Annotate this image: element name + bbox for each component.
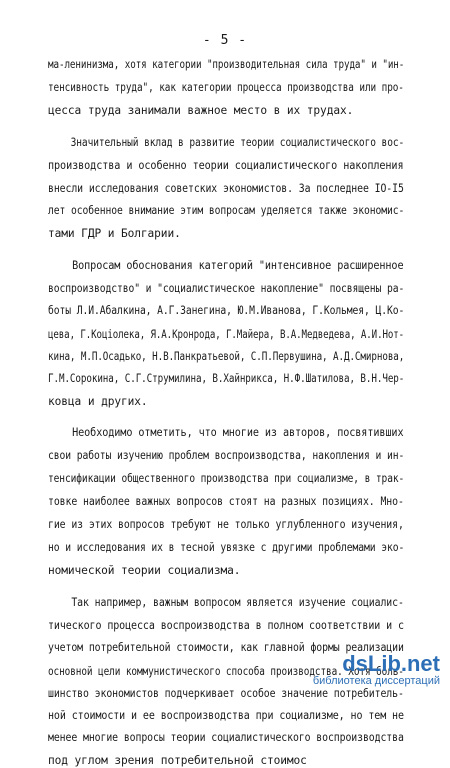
watermark[interactable] (313, 653, 440, 688)
text-line: ковца и других. (48, 395, 148, 408)
text-line: лет особенное внимание этим вопросам уделяется также экономис- (48, 204, 405, 217)
text-line: учетом потребительной стоимости, как главной формы реализации (48, 641, 404, 654)
text-line: цесса труда занимали важное место в их трудах. (48, 104, 354, 117)
text-line: товке наиболее важных вопросов стоят на разных позициях. Мно- (48, 495, 404, 508)
text-line: ной стоимости и ее воспроизводства при социализме, но тем не (48, 709, 404, 722)
text-line: Необходимо отметить, что многие из авторов, посвятивших (48, 426, 404, 439)
text-line: но и исследования их в тесной увязке с другими проблемами эко- (48, 541, 405, 554)
text-line: производства и особенно теории социалистического накопления (48, 159, 404, 172)
text-line: Вопросам обоснования категорий "интенсивное расширенное (48, 259, 404, 272)
watermark-logo: dsLib.net (342, 651, 440, 676)
text-line: тами ГДР и Болгарии. (48, 227, 181, 240)
text-line: тического процесса воспроизводства в полном соответствии и с (48, 619, 404, 632)
text-line: Значительный вклад в развитие теории социалистического вос- (48, 136, 405, 149)
text-line: внесли исследования советских экономистов. За последнее IO-I5 (48, 182, 404, 195)
text-line: тенсивность труда", как категории процесса производства или про- (48, 81, 404, 94)
text-line: кина, М.П.Осадько, Н.В.Панкратьевой, С.П.Первушина, А.Д.Смирнова, (48, 350, 405, 363)
text-line: Так например, важным вопросом является изучение социалис- (48, 596, 404, 609)
text-line: основной цели коммунистического способа производства. Хотя боль- (48, 665, 404, 678)
text-line: менее многие вопросы теории социалистического воспроизводства (48, 731, 404, 744)
text-line: номической теории социализма. (48, 564, 241, 577)
text-line: ма-ленинизма, хотя категории "производительная сила труда" и "ин- (48, 58, 405, 71)
text-line: под углом зрения потребительной стоимос (48, 754, 307, 767)
page-number: - 5 - (202, 33, 248, 48)
text-line: гие из этих вопросов требуют не только углубленного изучения, (48, 518, 404, 531)
text-line: свои работы изучению проблем воспроизводства, накопления и ин- (48, 449, 405, 462)
text-line: тенсификации общественного производства при социализме, в трак- (48, 472, 405, 485)
text-line: Г.М.Сорокина, С.Г.Струмилина, В.Хайнрикса, Н.Ф.Шатилова, В.Н.Чер- (48, 372, 405, 385)
text-line: шинство экономистов подчеркивает особое значение потребитель- (48, 687, 404, 700)
text-line: боты Л.И.Абалкина, А.Г.Занегина, Ю.М.Иванова, Г.Кольмея, Ц.Ко- (48, 304, 405, 317)
watermark-subtitle: библиотека диссертаций (312, 675, 440, 687)
text-line: воспроизводство" и "социалистическое накопление" посвящены ра- (48, 282, 405, 295)
text-line: цева, Г.Коцiолека, Я.А.Кронрода, Г.Майера, В.А.Медведева, А.И.Нот- (48, 328, 405, 341)
